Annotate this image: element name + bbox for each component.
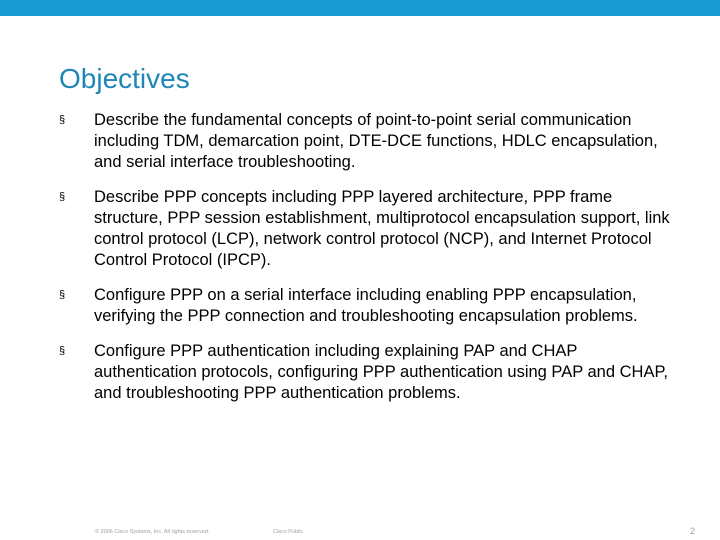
footer-classification: Cisco Public [273,529,304,535]
list-item [59,110,679,173]
bullet-icon: § [59,191,66,203]
list-item [59,285,679,327]
bullet-text: Describe PPP concepts including PPP layered architecture, PPP frame structure, PPP session establishment, multiprotocol encapsulation support, link control protocol (LCP), network control protocol (NCP), and Internet Protocol Control Protocol (IPCP). [94,188,670,269]
list-item [59,187,679,271]
footer-copyright: © 2006 Cisco Systems, Inc. All rights reserved. [95,529,210,535]
bullet-text: Configure PPP on a serial interface including enabling PPP encapsulation, verifying the PPP connection and troubleshooting encapsulation problems. [94,286,638,325]
header-bar [0,0,720,16]
bullet-icon: § [59,114,66,126]
bullet-text: Describe the fundamental concepts of point-to-point serial communication including TDM, demarcation point, DTE-DCE functions, HDLC encapsulation, and serial interface troubleshooting. [94,111,658,171]
bullet-icon: § [59,345,66,357]
objectives-list [59,110,679,418]
page-title: Objectives [59,63,190,94]
bullet-icon: § [59,289,66,301]
bullet-text: Configure PPP authentication including explaining PAP and CHAP authentication protocols, configuring PPP authentication using PAP and CHAP, and troubleshooting PPP authentication problems. [94,342,668,402]
page-number: 2 [690,526,696,536]
list-item [59,341,679,404]
